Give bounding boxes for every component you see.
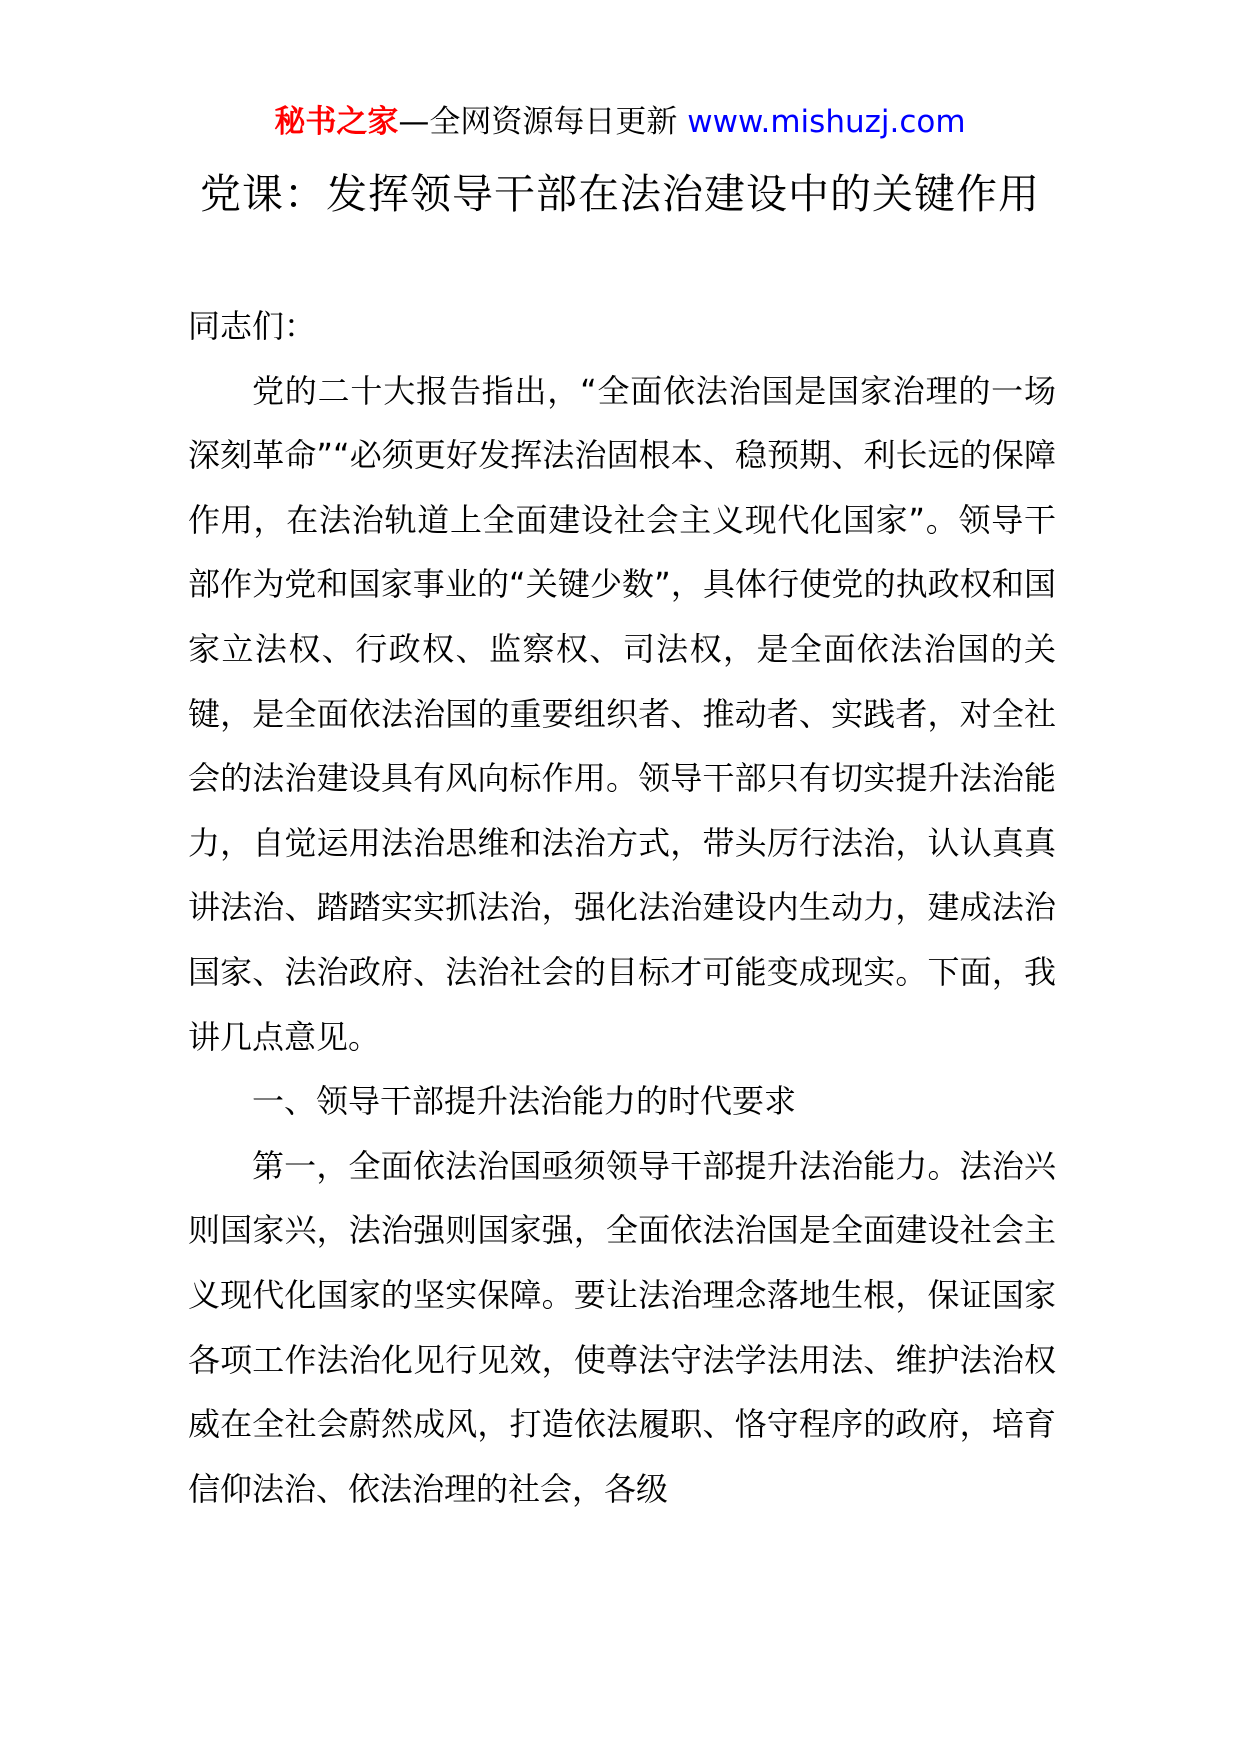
document-body — [188, 294, 1056, 1521]
site-url: www.mishuzj.com — [687, 104, 966, 140]
body-paragraph: 第一，全面依法治国亟须领导干部提升法治能力。法治兴则国家兴，法治强则国家强，全面依法治国是全面建设社会主义现代化国家的坚实保障。要让法治理念落地生根，保证国家各项工作法治化见行见效，使尊法守法学法用法、维护法治权威在全社会蔚然成风，打造依法履职、恪守程序的政府，培育信仰法治、依法治理的社会，各级 — [188, 1146, 1056, 1508]
brand-name: 秘书之家 — [274, 104, 399, 140]
salutation: 同志们： — [188, 307, 317, 345]
document-title: 党课：发挥领导干部在法治建设中的关键作用 — [200, 170, 1040, 218]
section-heading: 一、领导干部提升法治能力的时代要求 — [252, 1082, 797, 1121]
body-paragraph: 党的二十大报告指出，“全面依法治国是国家治理的一场深刻革命”“必须更好发挥法治固根本、稳预期、利长远的保障作用，在法治轨道上全面建设社会主义现代化国家”。领导干部作为党和国家事业的“关键少数”，具体行使党的执政权和国家立法权、行政权、监察权、司法权，是全面依法治国的关键，是全面依法治国的重要组织者、推动者、实践者，对全社会的法治建设具有风向标作用。领导干部只有切实提升法治能力，自觉运用法治思维和法治方式，带头厉行法治，认认真真讲法治、踏踏实实抓法治，强化法治建设内生动力，建成法治国家、法治政府、法治社会的目标才可能变成现实。下面，我讲几点意见。 — [188, 371, 1056, 1056]
header-tagline: —全网资源每日更新 — [398, 104, 688, 140]
watermark-header — [0, 100, 1240, 144]
